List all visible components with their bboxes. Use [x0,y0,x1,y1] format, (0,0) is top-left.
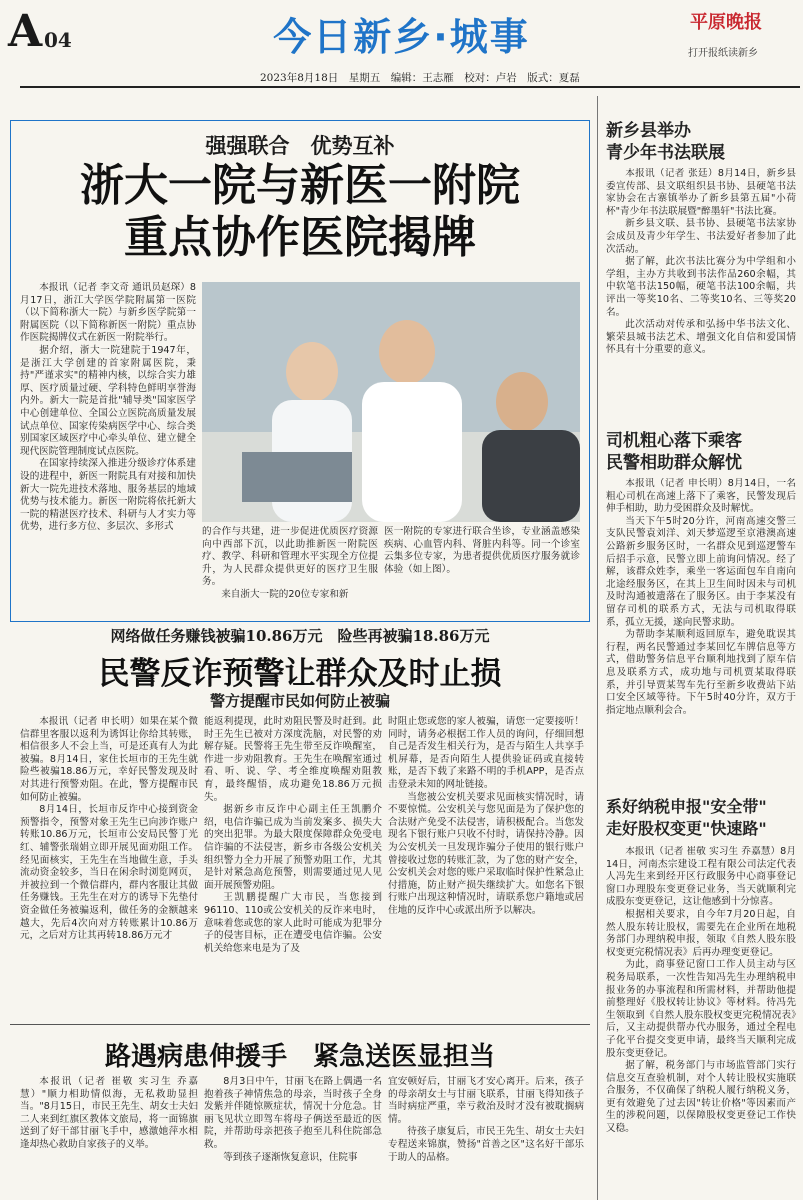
article3-col2: 8月3日中午，甘丽飞在路上偶遇一名抱着孩子神情焦急的母亲，当时孩子全身发紫并伴随惊厥症状，情况十分危急。甘丽飞见状立即驾车将母子俩送至最近的医院，并帮助母亲把孩子抱至儿科住院部急救。 等到孩子逐渐恢复意识，住院事 [204,1076,382,1163]
article1-col3: 医一附院的专家进行联合坐诊，专业涵盖感染疾病、心血管内科、肾脏内科等。同一个诊室云集多位专家，为患者提供优质医疗服务就诊体验（如上图）。 [384,526,580,575]
page-number: 04 [44,28,72,52]
sidebar1-body: 本报讯（记者 张廷）8月14日，新乡县委宣传部、县文联组织县书协、县硬笔书法家协会在古寨镇举办了新乡县第五届"小荷杯"青少年书法联展暨"醉墨轩"书法比赛。 新乡县文联、县书协、县硬笔书法家协会成员及青少年学生、书法爱好者参加了此次活动。 据了解，此次书法比赛分为中学组和小学组，主办方共收到书法作品260余幅，其中软笔书法150幅，硬笔书法100余幅，共评出一等奖10名、二等奖10名、三等奖20名。 此次活动对传承和弘扬中华书法文化、繁荣县城书法艺术、增强文化自信和爱国情怀具有十分重要的意义。 [606,168,796,356]
article3-headline: 路遇病患伸援手 紧急送医显担当 [104,1042,495,1072]
article2-col3: 时阻止您或您的家人被骗，请您一定要接听！同时，请务必根据工作人员的询问，仔细回想自己是否发生相关行为，是否与陌生人共享手机屏幕，是否向陌生人提供验证码或直接转账，是否下载了来路不明的手机APP，是否点击登录未知的网址链接。 当您被公安机关要求见面核实情况时，请不要惊慌。公安机关与您见面是为了保护您的合法财产免受不法侵害，请积极配合。当您发现名下银行账户只收不付时，请保持冷静。因为公安机关一旦发现诈骗分子使用的银行账户曾接收过您的转账汇款，为了您的财产安全，公安机关会对您的账户采取临时保护性紧急止付措施，防止财产损失继续扩大。如您名下银行账户出现这种情况时，请联系您户籍地或居住地的反诈中心或派出所予以解决。 [388,716,584,916]
article1-photo [202,282,580,522]
sidebar2-headline [606,430,796,474]
article2-kicker: 网络做任务赚钱被骗10.86万元 险些再被骗18.86万元 [110,627,490,645]
article1-headline-line1: 浙大一院与新医一附院 [80,160,520,211]
article1-headline [10,160,590,264]
sidebar1-headline-line2: 青少年书法联展 [606,143,725,163]
sidebar3-headline-line1: 系好纳税申报"安全带" [606,797,767,816]
sidebar3-headline-line2: 走好股权变更"快速路" [606,819,767,838]
article1-col2: 的合作与共建，进一步促进优质医疗资源向中西部下沉，以此助推新医一附院医疗、教学、科研和管理水平实现全方位提升，为人民群众提供更好的医疗卫生服务。 来自浙大一院的20位专家和新 [202,526,378,600]
divider [10,1024,590,1025]
article2-subhead: 警方提醒市民如何防止被骗 [209,692,390,710]
sidebar1-headline [606,120,796,164]
sidebar2-headline-line2: 民警相助群众解忧 [606,453,742,473]
sidebar1-headline-line1: 新乡县举办 [606,121,691,141]
article3-col3: 宜安顿好后，甘丽飞才安心离开。后来，孩子的母亲胡女士与甘丽飞联系，甘丽飞得知孩子当时病症严重，幸亏救治及时才没有被耽搁病情。 待孩子康复后，市民王先生、胡女士夫妇专程送来锦旗，赞扬"首善之区"这名好干部乐于助人的品格。 [388,1076,584,1163]
section-title: 今日新乡·城事 [273,15,530,59]
article1-kicker: 强强联合 优势互补 [205,133,395,158]
page-letter: A [8,6,43,57]
sidebar3-headline [606,796,796,840]
article1-headline-line2: 重点协作医院揭牌 [124,212,476,263]
issue-meta: 2023年8月18日 星期五 编辑：王志雁 校对：卢岩 版式：夏磊 [260,72,580,84]
sidebar2-headline-line1: 司机粗心落下乘客 [606,431,742,451]
article2-col2: 能返利提现，此时劝阻民警及时赶到。此时王先生已被对方深度洗脑，对民警的劝解存疑。民警将王先生带至反诈唤醒室，作进一步劝阻教育。王先生在唤醒室通过看、听、说、学、考全维度唤醒劝阻教育，最终醒悟，成功避免18.86万元损失。 据新乡市反诈中心副主任王凯鹏介绍，电信诈骗已成为当前发案多、损失大的突出犯罪。为最大限度保障群众免受电信诈骗的不法侵害，新乡市各级公安机关组织警力全力开展了预警劝阻工作，尤其是针对紧急高危预警，则需要通过见人见面开展预警劝阻。 王凯鹏提醒广大市民，当您接到96110、110或公安机关的反诈来电时，意味着您或您的家人此时可能成为犯罪分子的侵害目标，正在遭受电信诈骗。公安机关给您来电是为了及 [204,716,382,954]
sidebar-divider [597,96,598,1200]
sidebar2-body: 本报讯（记者 申长明）8月14日，一名粗心司机在高速上落下了乘客，民警发现后伸手相助，助力受困群众及时解忧。 当天下午5时20分许，河南高速交警三支队民警袁刘洋、刘天梦巡逻至京港澳高速公路新乡服务区时，一名群众见到巡逻警车后招手示意，民警立即上前询问情况。经了解，该群众姓李，乘坐一客运面包车自南向北途经服务区，在其上卫生间时因未与司机及时沟通被遗落在了服务区。由于李某没有留存司机的联系方式，无法与司机取得联系，孤立无援，遂向民警求助。 为帮助李某顺利返回原车，避免耽误其行程，两名民警通过李某回忆车牌信息等方式，借助警务信息平台顺利地找到了原车信息及联系方式，成功地与司机贾某取得联系，并引导贾某驾车先行至新乡收费站下站口安全区域等待。下午5时40分许，双方于指定地点顺利会合。 [606,478,796,716]
doctors-photo-image [202,282,580,522]
slogan: 打开报纸读新乡 [688,48,758,59]
article2-col1: 本报讯（记者 申长明）如果在某个微信群里客服以返利为诱饵让你给其转账，相信很多人不会上当，可是还真有人为此被骗。8月14日，家住长垣市的王先生就险些被骗18.86万元，幸好民警发现及时对其进行预警劝阻。在此，警方提醒市民如何防止被骗。 8月14日，长垣市反诈中心接到资金预警指令，预警对象王先生已向涉诈账户转账10.86万元，长垣市公安局民警丁光红、辅警张瑞娟立即开展见面劝阻工作。经见面核实，王先生在当地做生意，手头流动资金较多，当日在闲余时浏览网页，并被拉到一个微信群内，群内客服让其做任务赚钱。王先生在对方的诱导下先垫付资金做任务被骗返利，做任务的金额越来越大，先后4次向对方转账累计10.86万元，之后对方让其再转18.86万元才 [20,716,198,942]
article1-col1: 本报讯（记者 李文奇 通讯员赵琛）8月17日，浙江大学医学院附属第一医院（以下简称浙大一院）与新乡医学院第一附属医院（以下简称新医一附院）重点协作医院揭牌仪式在新医一附院举行。 据介绍，浙大一院建院于1947年，是浙江大学创建的首家附属医院，秉持"严谨求实"的精神内核，以综合实力雄厚、医疗质量过硬、学科特色鲜明享誉海内外。新大一院是首批"辅导类"国家医学中心创建单位、全国公立医院高质量发展试点单位、国家传染病医学中心、综合类别国家区域医疗中心牵头单位、建立健全现代医院管理制度试点医院。 在国家持续深入推进分级诊疗体系建设的进程中，新医一附院具有对接和加快新大一院先进技术落地、服务基层的地域优势与技术能力。新医一附院将依托新大一院的精湛医疗技术、科研与人才实力等优势，进行多方位、多层次、多形式 [20,282,196,533]
newspaper-logo: 平原晚报 [690,12,762,33]
header-rule [20,86,800,88]
article2-headline: 民警反诈预警让群众及时止损 [98,656,502,692]
article3-col1: 本报讯（记者 崔敬 实习生 乔嘉慧）"顺力相助情似海，无私救助显担当。"8月15日，市民王先生、胡女士夫妇二人来到红旗区教体文旅局，将一面锦旗送到了好干部甘丽飞手中，感激她萍水相逢却热心救助自家孩子的义举。 [20,1076,198,1150]
sidebar3-body: 本报讯（记者 崔敬 实习生 乔嘉慧）8月14日，河南杰宗建设工程有限公司法定代表人冯先生来到经开区行政服务中心商事登记窗口办理股东变更登记业务，当天就顺利完成股东变更登记，这让他感到十分惊喜。 根据相关要求，自今年7月20日起，自然人股东转让股权，需要先在企业所在地税务部门办理纳税申报，领取《自然人股东股权变更完税情况表》后再办理变更登记。 为此，商事登记窗口工作人员主动与区税务局联系，一次性告知冯先生办理纳税申报业务的办事流程和所需材料，并帮助他提前整理好《股权转让协议》等材料。待冯先生领取到《自然人股东股权变更完税情况表》后，又主动提供帮办代办服务，通过全程电子化平台提交变更申请，最终当天顺利完成股东变更登记。 据了解，税务部门与市场监管部门实行信息交互查验机制，对个人转让股权实施联合服务，不仅确保了纳税人履行纳税义务，更有效避免了过去因"转让价格"等因素而产生的涉税问题，以保障股权变更登记工作快又稳。 [606,846,796,1135]
